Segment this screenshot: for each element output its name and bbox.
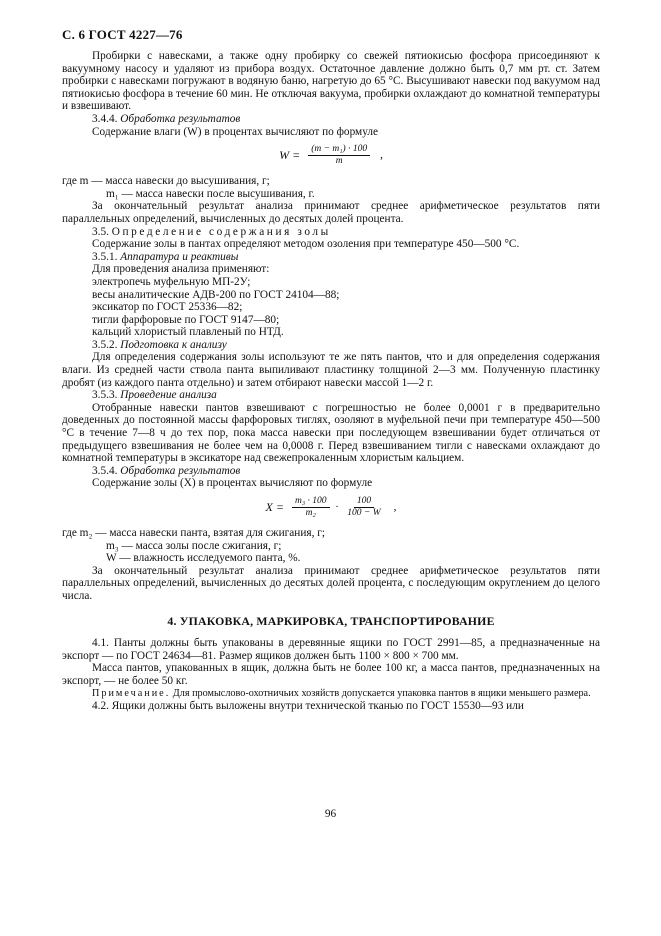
- formula-denominator: m₂: [305, 508, 316, 518]
- subsection-number: 3.4.4.: [92, 112, 118, 125]
- subsection-number: 3.5.4.: [92, 464, 118, 477]
- subsection-number: 3.5.1.: [92, 250, 118, 263]
- subsection-heading-3-5-2: [62, 339, 600, 352]
- subsection-title: Обработка результатов: [120, 112, 241, 125]
- subsection-number: 3.5.3.: [92, 389, 118, 402]
- ash-method-paragraph: Содержание золы в пантах определяют методом озоления при температуре 450—500 °С.: [92, 238, 520, 251]
- paragraph-4-1-mass: Масса пантов, упакованных в ящик, должна быть не более 100 кг, а масса пантов, предназначенных на экспорт, — не более 50 кг.: [62, 662, 600, 687]
- paragraph-4-2: 4.2. Ящики должны быть выложены внутри технической тканью по ГОСТ 15530—93 или: [92, 699, 524, 712]
- page-number: 96: [324, 808, 337, 820]
- moisture-formula-intro: Содержание влаги (W) в процентах вычисляют по формуле: [92, 125, 379, 138]
- apparatus-list-item: электропечь муфельную МП-2У;: [92, 275, 251, 288]
- formula-variable-definition: где m — масса навески до высушивания, г;: [62, 175, 270, 188]
- formula-lhs: W =: [279, 148, 301, 163]
- note-label: Примечание.: [92, 687, 171, 699]
- note-paragraph: [62, 688, 600, 700]
- formula-fraction: [292, 496, 330, 519]
- note-text: Для промыслово-охотничьих хозяйств допускается упаковка пантов в ящики меньшего размера.: [172, 687, 591, 699]
- moisture-result-paragraph: За окончательный результат анализа принимают среднее арифметическое результатов пяти параллельных определений, вычисленных до десятых долей процента.: [62, 200, 600, 225]
- section-heading-3-5: [62, 226, 600, 239]
- section-title: Определение содержания золы: [111, 225, 331, 238]
- ash-result-paragraph: За окончательный результат анализа принимают среднее арифметическое результатов пяти параллельных определений, вычисленных до десятых долей процента, с последующим округлением до целого числа.: [62, 564, 600, 602]
- formula-fraction: [344, 496, 383, 519]
- formula-lhs: X =: [265, 500, 284, 515]
- subsection-heading-3-4-4: [62, 113, 600, 126]
- section-heading-4: 4. УПАКОВКА, МАРКИРОВКА, ТРАНСПОРТИРОВАНИЕ: [167, 613, 495, 628]
- subsection-title: Подготовка к анализу: [120, 338, 227, 351]
- paragraph-vacuum-drying: Пробирки с навесками, а также одну пробирку со свежей пятиокисью фосфора присоединяют к вакуумному насосу и удаляют из прибора воздух. Остаточное давление должно быть 0,7 мм рт. ст. Затем пробирки с навесками погружают в водяную баню, нагретую до 65 °С. Высушивают навески под вакуумом над пятиокисью фосфора в течение 60 мин. Не отключая вакуума, пробирки охлаждают до комнатной температуры и взвешивают.: [62, 50, 600, 113]
- formula-denominator: m: [335, 156, 343, 167]
- subsection-heading-3-5-1: [62, 251, 600, 264]
- formula-trailing-comma: ,: [393, 501, 397, 514]
- subsection-title: Обработка результатов: [120, 464, 241, 477]
- subsection-heading-3-5-3: [62, 389, 600, 402]
- subsection-number: 3.5.2.: [92, 338, 118, 351]
- formula-variable-definition: W — влажность исследуемого панта, %.: [106, 552, 301, 565]
- formula-multiply-dot: ·: [335, 501, 339, 514]
- subsection-title: Проведение анализа: [120, 389, 217, 402]
- formula-numerator: m₃ · 100: [292, 496, 330, 508]
- formula-fraction: [308, 144, 370, 167]
- formula-numerator: 100: [354, 496, 374, 508]
- formula-variable-definition: m₁ — масса навески после высушивания, г.: [106, 187, 315, 200]
- document-body: [62, 50, 600, 712]
- apparatus-list-item: весы аналитические АДВ-200 по ГОСТ 24104—88;: [92, 288, 340, 301]
- formula-denominator: 100 − W: [347, 508, 381, 518]
- page-header: С. 6 ГОСТ 4227—76: [62, 27, 183, 42]
- apparatus-list-item: эксикатор по ГОСТ 25336—82;: [92, 301, 243, 314]
- formula-variable-definition: где m₂ — масса навески панта, взятая для сжигания, г;: [62, 527, 325, 539]
- section-number: 3.5.: [92, 225, 109, 238]
- apparatus-list-item: Для проведения анализа применяют:: [92, 263, 270, 276]
- preparation-paragraph: Для определения содержания золы используют те же пять пантов, что и для определения содержания влаги. Из средней части ствола панта выпиливают пластинку толщиной 2—3 мм. Полученную пластинку дробят (из каждого панта отдельно) и затем отбирают навески массой 1—2 г.: [62, 351, 600, 389]
- moisture-formula: [62, 144, 600, 167]
- formula-numerator: (m − m₁) · 100: [308, 144, 370, 156]
- apparatus-list-item: тигли фарфоровые по ГОСТ 9147—80;: [92, 313, 280, 326]
- formula-variable-definition: m₃ — масса золы после сжигания, г;: [106, 539, 282, 552]
- apparatus-list-item: кальций хлористый плавленый по НТД.: [92, 326, 284, 339]
- ash-formula-intro: Содержание золы (X) в процентах вычисляют по формуле: [92, 477, 373, 490]
- formula-trailing-comma: ,: [380, 149, 383, 162]
- subsection-title: Аппаратура и реактивы: [120, 250, 239, 263]
- paragraph-4-1: 4.1. Панты должны быть упакованы в деревянные ящики по ГОСТ 2991—85, а предназначенные на экспорт — по ГОСТ 24634—81. Размер ящиков должен быть 1100 × 800 × 700 мм.: [62, 637, 600, 662]
- procedure-paragraph: Отобранные навески пантов взвешивают с погрешностью не более 0,0001 г в предварительно доведенных до постоянной массы фарфоровых тиглях, озоляют в муфельной печи при температуре 450—500 °С в течение 7—8 ч до тех пор, пока масса навески при последующем взвешивании будет отличаться от предыдущего взвешивания не более чем на 0,0008 г. Перед взвешиванием тигли с навесками охлаждают до комнатной температуры в эксикаторе над свежепрокаленным хлористым кальцием.: [62, 401, 600, 465]
- subsection-heading-3-5-4: [62, 465, 600, 478]
- ash-formula: [62, 496, 600, 519]
